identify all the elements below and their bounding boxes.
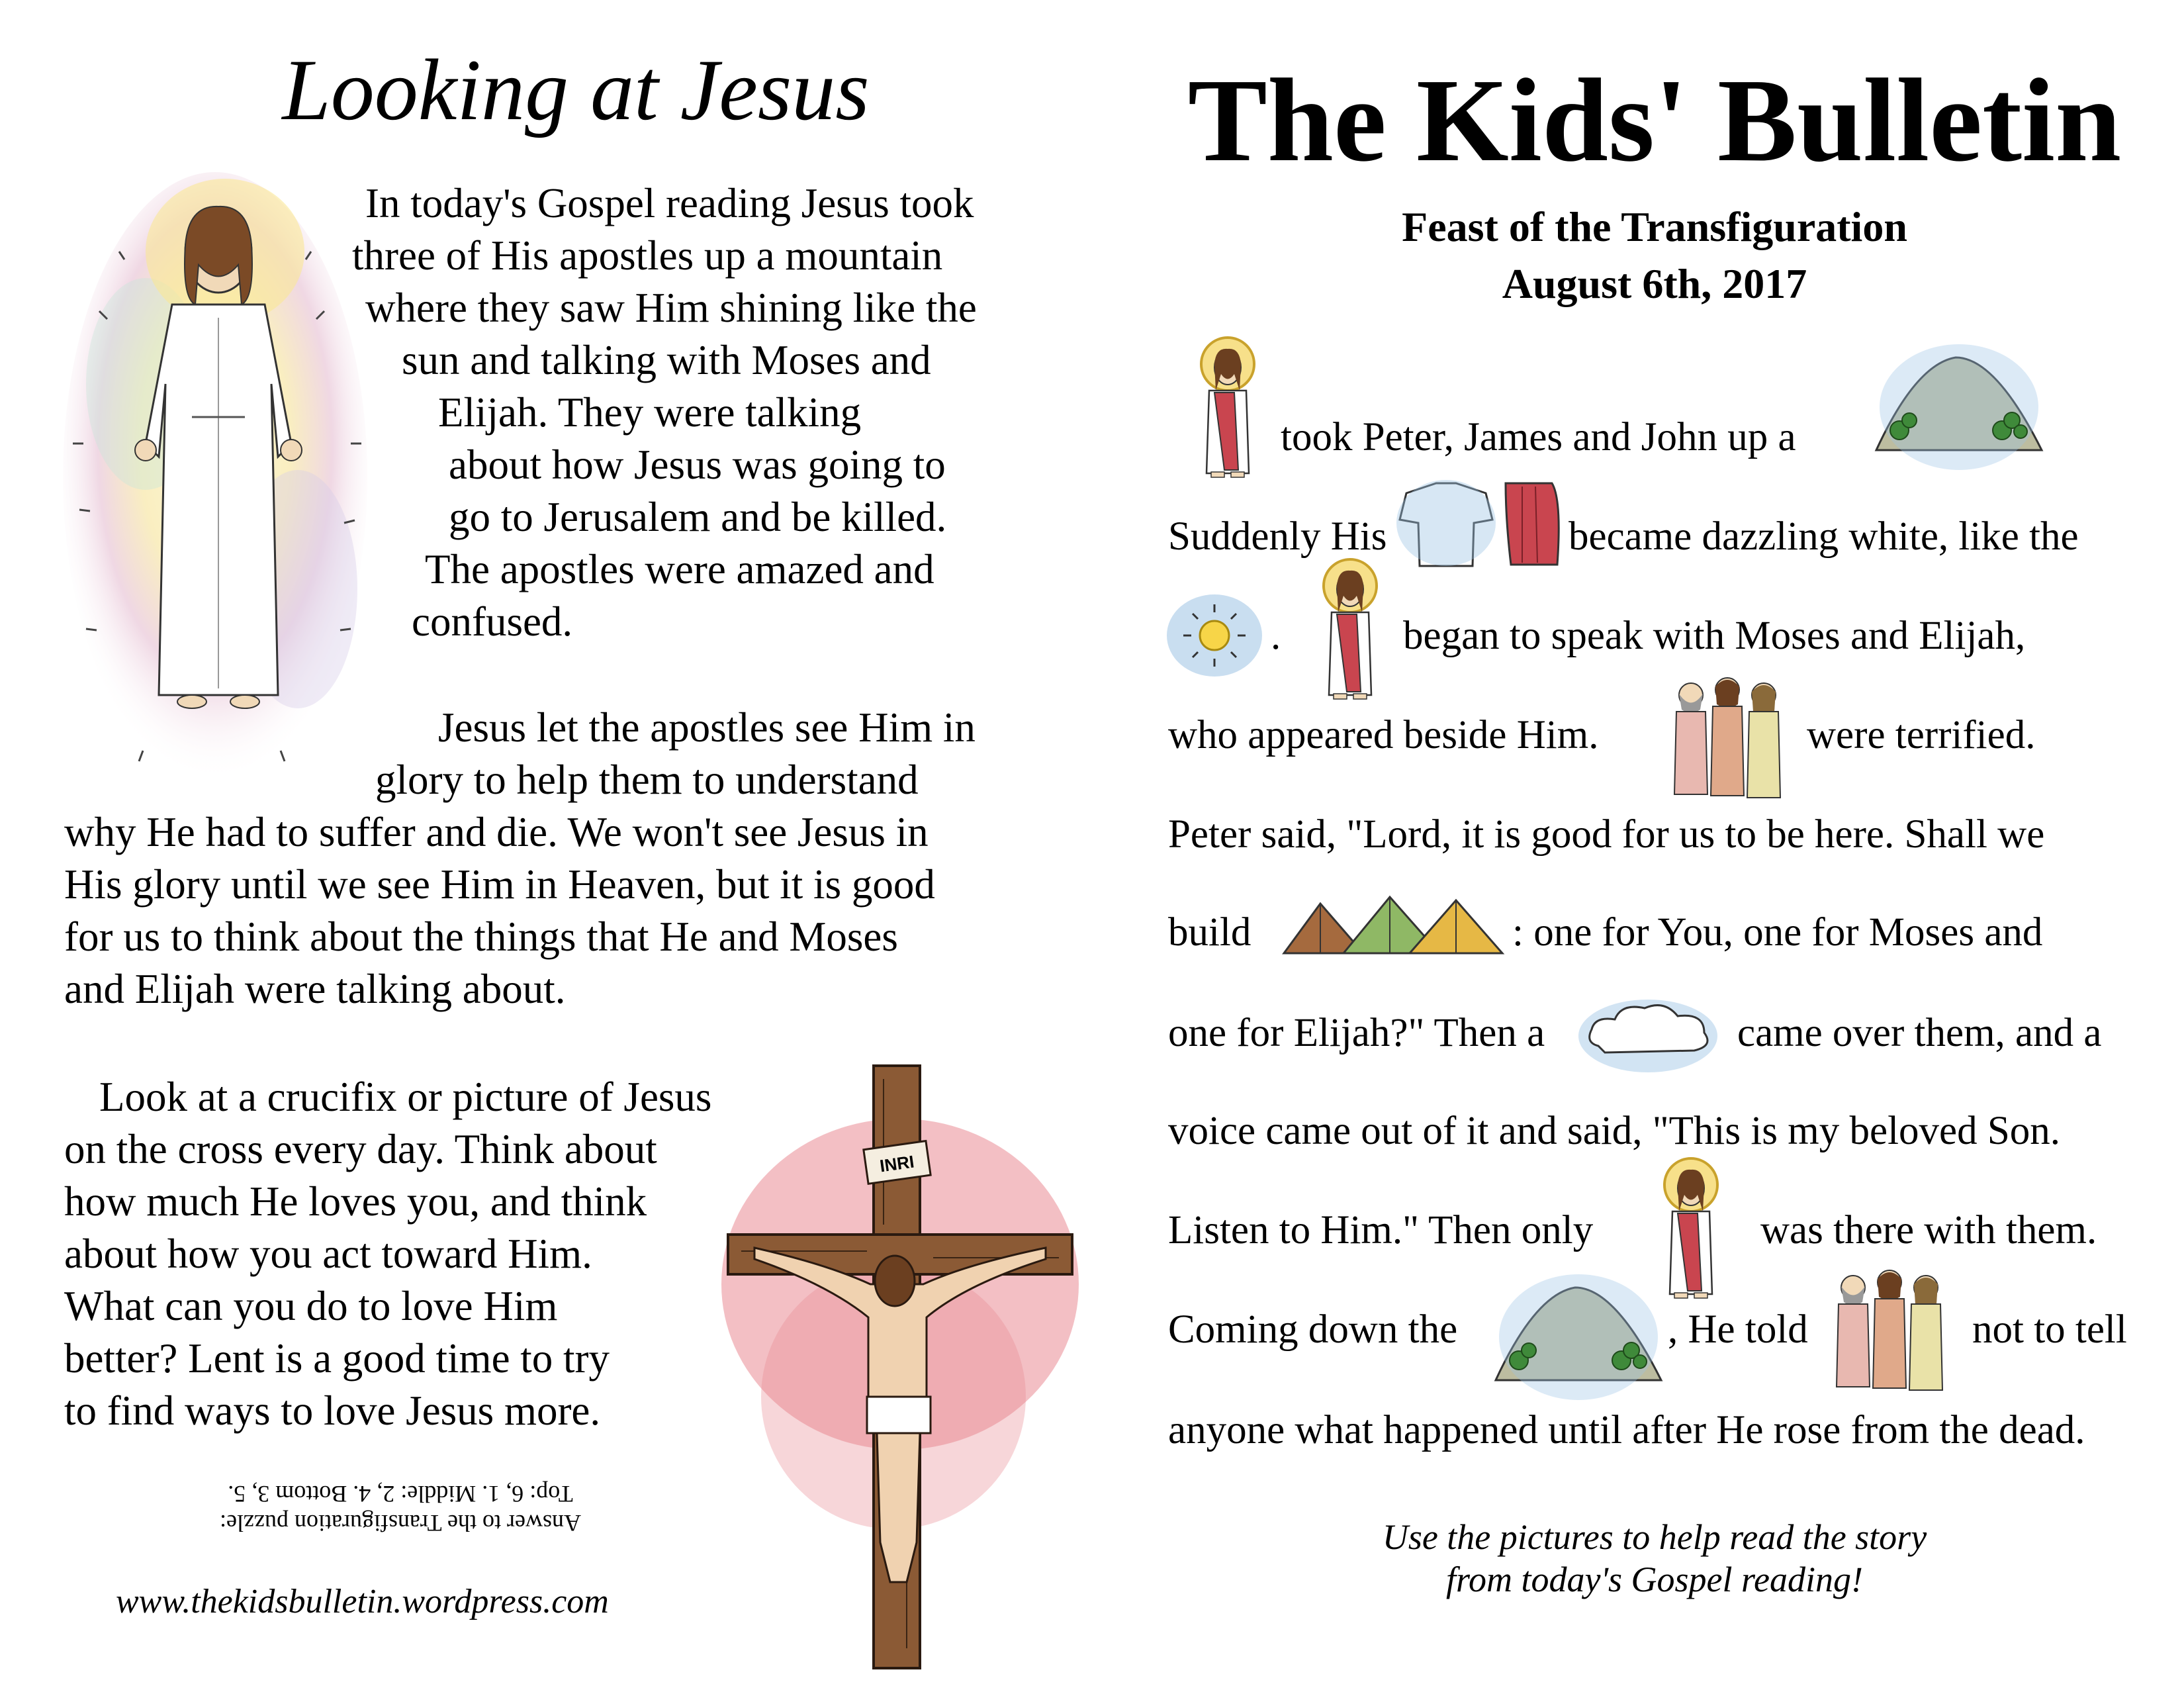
story-text: , He told — [1668, 1307, 1808, 1352]
bulletin-title: The Kids' Bulletin — [1187, 54, 2122, 186]
text-line: where they saw Him shining like the — [365, 285, 977, 331]
feast-name: Feast of the Transfiguration — [1402, 203, 1907, 250]
story-text: took Peter, James and John up a — [1281, 415, 1796, 459]
text-line: Look at a crucifix or picture of Jesus — [99, 1074, 712, 1120]
cloud-icon — [1578, 990, 1721, 1076]
mountain-icon — [1870, 338, 2048, 457]
story-text: : one for You, one for Moses and — [1512, 910, 2043, 955]
mountain-icon — [1489, 1268, 1668, 1387]
story-text: were terrified. — [1807, 713, 2036, 757]
text-line: why He had to suffer and die. We won't see Jesus in — [64, 809, 929, 855]
story-instructions — [1125, 1516, 2184, 1601]
story-text: Peter said, "Lord, it is good for us to be here. Shall we — [1168, 812, 2045, 857]
story-text: one for Elijah?" Then a — [1168, 1011, 1545, 1055]
story-text: became dazzling white, like the — [1569, 514, 2079, 559]
text-line: how much He loves you, and think — [64, 1178, 647, 1225]
puzzle-answer — [119, 1479, 682, 1538]
story-text: Suddenly His — [1168, 514, 1387, 559]
crucifix-icon — [715, 1066, 1085, 1675]
text-line: about how Jesus was going to — [449, 442, 946, 488]
text-line: better? Lent is a good time to try — [64, 1335, 610, 1382]
story-text: who appeared beside Him. — [1168, 713, 1599, 757]
jesus-figure-icon — [1195, 334, 1261, 480]
story-text: . — [1271, 614, 1281, 658]
text-line: glory to help them to understand — [375, 757, 919, 803]
text-line: to find ways to love Jesus more. — [64, 1387, 601, 1434]
text-line: The apostles were amazed and — [425, 546, 934, 592]
answer-line: Top: 6, 1. Middle: 2, 4. Bottom 3, 5. — [228, 1481, 573, 1507]
text-line: for us to think about the things that He and Moses — [64, 914, 898, 960]
apostles-icon — [1671, 662, 1784, 808]
story-text: not to tell — [1972, 1307, 2127, 1352]
text-line: In today's Gospel reading Jesus took — [365, 180, 974, 226]
story-text: Listen to Him." Then only — [1168, 1208, 1594, 1252]
story-text: began to speak with Moses and Elijah, — [1403, 614, 2026, 658]
left-page-title: Looking at Jesus — [282, 41, 870, 138]
story-text: build — [1168, 910, 1251, 955]
instruction-line: Use the pictures to help read the story — [1382, 1517, 1927, 1557]
text-line: three of His apostles up a mountain — [352, 232, 943, 279]
text-line: on the cross every day. Think about — [64, 1126, 657, 1172]
instruction-line: from today's Gospel reading! — [1446, 1560, 1863, 1599]
garments-icon — [1400, 480, 1565, 569]
text-line: about how you act toward Him. — [64, 1231, 592, 1277]
sun-icon — [1165, 592, 1264, 679]
apostles-icon — [1833, 1254, 1946, 1400]
tents-icon — [1284, 887, 1509, 960]
story-text: Coming down the — [1168, 1307, 1458, 1352]
text-line: confused. — [412, 598, 573, 645]
website-link: www.thekidsbulletin.wordpress.com — [116, 1583, 609, 1620]
text-line: Elijah. They were talking — [438, 389, 862, 436]
text-line: His glory until we see Him in Heaven, but it is good — [64, 861, 935, 908]
text-line: What can you do to love Him — [64, 1283, 558, 1329]
jesus-figure-icon — [1658, 1155, 1724, 1301]
story-text: voice came out of it and said, "This is my beloved Son. — [1168, 1109, 2061, 1153]
answer-line: Answer to the Transfiguration puzzle: — [220, 1510, 581, 1536]
text-line: sun and talking with Moses and — [402, 337, 931, 383]
cross-sign-text: INRI — [878, 1151, 916, 1176]
story-text: was there with them. — [1760, 1208, 2097, 1252]
text-line: Jesus let the apostles see Him in — [438, 704, 976, 751]
bulletin-subtitle — [1125, 199, 2184, 312]
story-text: anyone what happened until after He rose from the dead. — [1168, 1408, 2085, 1452]
text-line: and Elijah were talking about. — [64, 966, 566, 1012]
jesus-glory-icon — [60, 165, 371, 788]
text-line: go to Jerusalem and be killed. — [449, 494, 947, 540]
jesus-figure-icon — [1317, 556, 1383, 702]
feast-date: August 6th, 2017 — [1502, 260, 1807, 307]
story-text: came over them, and a — [1737, 1011, 2102, 1055]
